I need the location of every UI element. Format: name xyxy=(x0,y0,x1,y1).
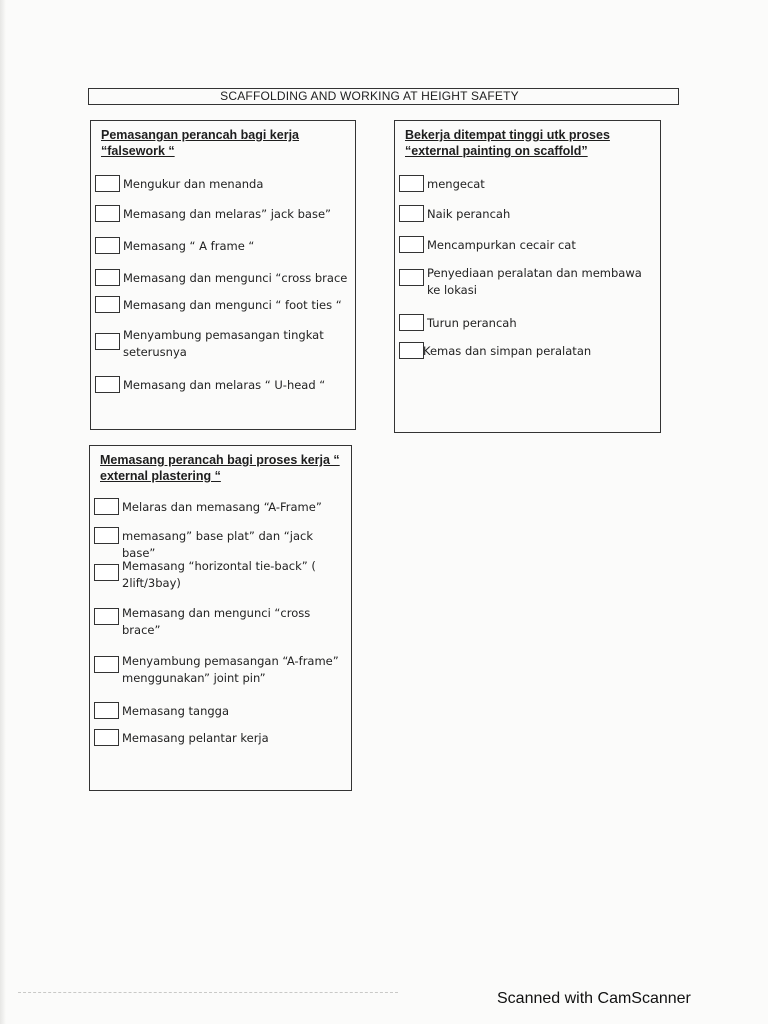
item-label: Memasang dan mengunci “cross brace” xyxy=(122,606,311,637)
checkbox[interactable] xyxy=(95,269,120,286)
item-label: Memasang dan mengunci “ foot ties “ xyxy=(123,298,342,312)
item-label: Turun perancah xyxy=(427,316,517,330)
item-label: Melaras dan memasang “A-Frame” xyxy=(122,500,322,514)
checkbox[interactable] xyxy=(399,269,424,286)
section-heading: Memasang perancah bagi proses kerja “ external plastering “ xyxy=(100,453,340,483)
item-label: Mencampurkan cecair cat xyxy=(427,238,576,252)
item-label: Naik perancah xyxy=(427,207,511,221)
item-label: Penyediaan peralatan dan membawa ke lokasi xyxy=(427,266,642,297)
section-heading: Pemasangan perancah bagi kerja “falsework “ xyxy=(101,128,300,158)
item-label: mengecat xyxy=(427,177,485,191)
checklist-falsework xyxy=(90,120,356,430)
checkbox[interactable] xyxy=(94,702,119,719)
page-title: SCAFFOLDING AND WORKING AT HEIGHT SAFETY xyxy=(220,89,519,103)
item-label: Menyambung pemasangan “A-frame” menggunakan” joint pin” xyxy=(122,654,339,685)
item-label: Memasang “ A frame “ xyxy=(123,239,255,253)
page-title-box xyxy=(88,88,679,105)
checkbox[interactable] xyxy=(94,527,119,544)
item-label: Memasang dan mengunci “cross brace xyxy=(123,271,348,285)
checkbox[interactable] xyxy=(95,376,120,393)
scanner-watermark: Scanned with CamScanner xyxy=(497,990,691,1007)
checkbox[interactable] xyxy=(95,205,120,222)
checkbox[interactable] xyxy=(94,608,119,625)
scan-edge-shadow xyxy=(0,0,6,1024)
checkbox[interactable] xyxy=(399,314,424,331)
item-label: Memasang tangga xyxy=(122,704,230,718)
item-label: Memasang dan melaras” jack base” xyxy=(123,207,331,221)
item-label: memasang” base plat” dan “jack base” xyxy=(122,529,313,560)
checkbox[interactable] xyxy=(95,333,120,350)
item-label: Memasang dan melaras “ U-head “ xyxy=(123,378,326,392)
item-label: Memasang “horizontal tie-back” ( 2lift/3bay) xyxy=(122,559,316,590)
checkbox[interactable] xyxy=(399,236,424,253)
checkbox[interactable] xyxy=(95,175,120,192)
scan-artifact-line xyxy=(18,992,398,994)
checkbox[interactable] xyxy=(95,296,120,313)
checkbox[interactable] xyxy=(94,564,119,581)
item-label: Kemas dan simpan peralatan xyxy=(423,344,592,358)
checkbox[interactable] xyxy=(94,729,119,746)
checkbox[interactable] xyxy=(94,656,119,673)
item-label: Mengukur dan menanda xyxy=(123,177,264,191)
item-label: Memasang pelantar kerja xyxy=(122,731,269,745)
checkbox[interactable] xyxy=(94,498,119,515)
section-heading: Bekerja ditempat tinggi utk proses “external painting on scaffold” xyxy=(405,128,610,158)
item-label: Menyambung pemasangan tingkat seterusnya xyxy=(123,328,324,359)
checkbox[interactable] xyxy=(399,175,424,192)
checklist-external-painting xyxy=(394,120,661,433)
checklist-external-plastering xyxy=(89,445,352,791)
checkbox[interactable] xyxy=(95,237,120,254)
checkbox[interactable] xyxy=(399,342,424,359)
checkbox[interactable] xyxy=(399,205,424,222)
